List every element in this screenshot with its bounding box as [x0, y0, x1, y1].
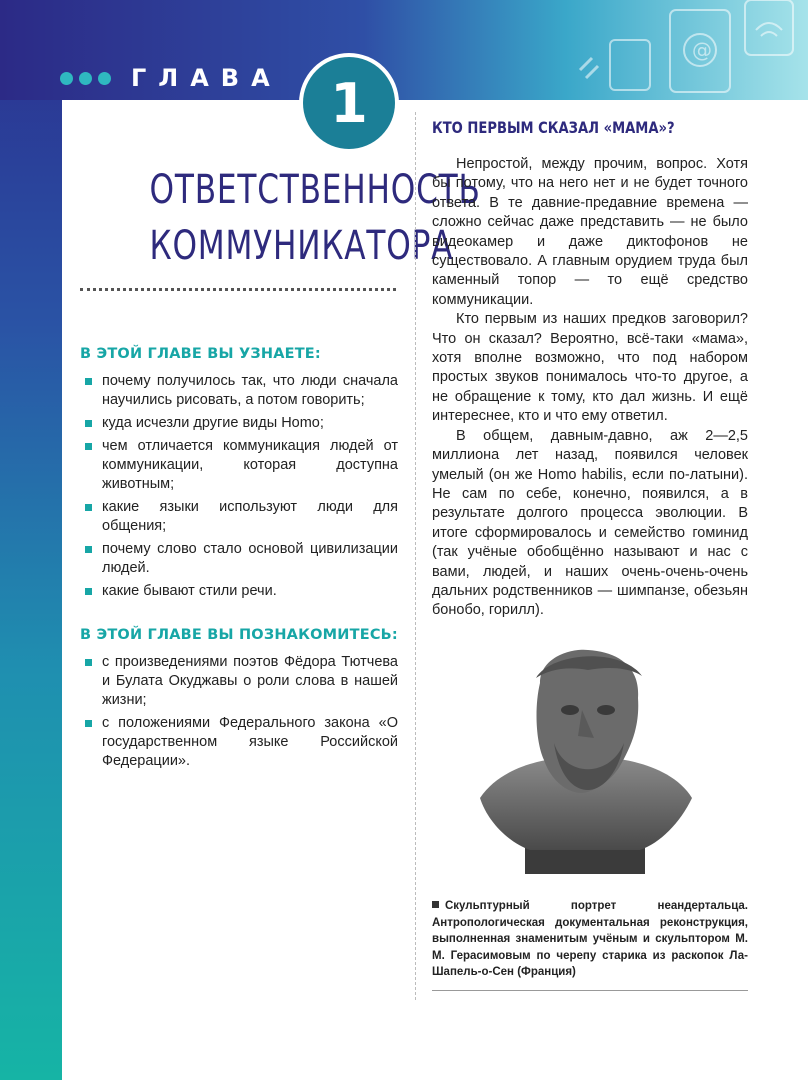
list-item: какие бывают стили речи.: [80, 582, 398, 601]
neanderthal-bust-image: [470, 648, 700, 876]
chapter-label: [60, 60, 282, 96]
list-item: куда исчезли другие виды Homo;: [80, 414, 398, 433]
list-item: почему слово стало основой цивилизации людей.: [80, 540, 398, 578]
right-column: [432, 118, 748, 621]
meet-heading: В ЭТОЙ ГЛАВЕ ВЫ ПОЗНАКОМИТЕСЬ:: [80, 627, 398, 643]
caption-text: Скульптурный портрет неандертальца. Антропологическая документальная реконструкция, выполненная знаменитым учёным и скульптором М. М. Герасимовым по черепу старика из раскопок Ла-Шапель-о-Сен (Франция): [432, 900, 748, 978]
body-paragraph: Непростой, между прочим, вопрос. Хотя бы потому, что на него нет и не будет точного ответа. В те давние-предавние времена — сложно сейчас даже представить — не было видеокамер и даже диктофонов не существовало. А главным орудием труда был каменный топор — то ещё средство коммуникации.: [432, 156, 748, 308]
body-paragraph: Кто первым из наших предков заговорил? Что он сказал? Вероятно, всё-таки «мама», хотя вполне возможно, что под набором простых звуков понималось что-то другое, а не обращение к тому, кто дал жизнь. И ещё интереснее, кто и что ему ответил.: [432, 311, 748, 425]
chapter-title-line: ОТВЕТСТВЕННОСТЬ: [149, 167, 481, 213]
list-item: почему получилось так, что люди сначала научились рисовать, а потом говорить;: [80, 372, 398, 410]
caption-rule: [432, 990, 748, 991]
list-item: какие языки используют люди для общения;: [80, 498, 398, 536]
chapter-number-badge: [303, 57, 395, 149]
communication-icons-decoration: [520, 0, 808, 100]
list-item: чем отличается коммуникация людей от коммуникации, которая доступна животным;: [80, 437, 398, 494]
chapter-title: [149, 162, 481, 274]
list-item: с положениями Федерального закона «О государственном языке Российской Федерации».: [80, 714, 398, 771]
left-column: [80, 346, 398, 775]
meet-list: [80, 653, 398, 771]
column-divider: [415, 112, 416, 1000]
decor-dot: [79, 72, 92, 85]
chapter-title-line: КОММУНИКАТОРА: [149, 223, 454, 269]
chapter-word: ГЛАВА: [131, 64, 282, 92]
list-item: с произведениями поэтов Фёдора Тютчева и Булата Окуджавы о роли слова в нашей жизни;: [80, 653, 398, 710]
image-caption: [432, 898, 748, 981]
decor-dot: [98, 72, 111, 85]
section-heading: КТО ПЕРВЫМ СКАЗАЛ «МАМА»?: [432, 118, 675, 137]
caption-marker: [432, 901, 439, 908]
svg-text:@: @: [692, 38, 712, 62]
dotted-divider: [80, 288, 396, 291]
chapter-number: 1: [330, 71, 368, 135]
learn-list: [80, 372, 398, 601]
body-paragraph: В общем, давным-давно, аж 2—2,5 миллиона лет назад, появился человек умелый (он же Homo habilis, если по-латыни). Не сам по себе, конечно, появился, а в результате долгого процесса эволюции. В итоге сформировалось и семейство гоминид (так учёные обобщённо называют и нас с вами, людей, и наших очень-очень-очень дальних родственников — шимпанзе, обезьян бонобо, горилл).: [432, 427, 748, 619]
decor-dot: [60, 72, 73, 85]
learn-heading: В ЭТОЙ ГЛАВЕ ВЫ УЗНАЕТЕ:: [80, 346, 321, 362]
